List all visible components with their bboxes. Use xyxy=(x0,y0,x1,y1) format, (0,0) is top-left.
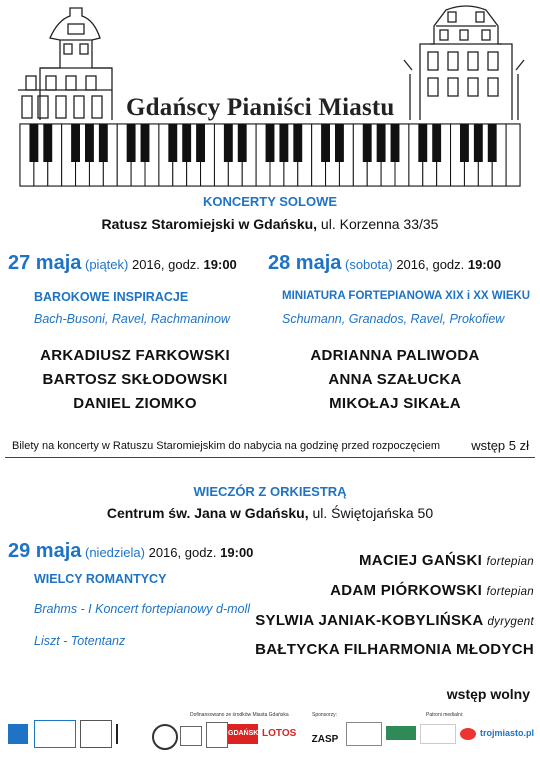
black-key xyxy=(432,124,441,162)
performer-3-role: dyrygent xyxy=(487,616,534,628)
sponsors-label: Sponsorzy: xyxy=(312,712,338,718)
left-building-drawing xyxy=(18,8,112,120)
black-key xyxy=(460,124,469,162)
black-key xyxy=(85,124,94,162)
day1-performer-1: ARKADIUSZ FARKOWSKI xyxy=(40,347,230,364)
black-key xyxy=(418,124,427,162)
gdansk-logo: GDAŃSK xyxy=(228,724,258,744)
partner-logo-2 xyxy=(180,726,202,746)
day1-program: BAROKOWE INSPIRACJE xyxy=(34,290,189,304)
round-logo xyxy=(152,724,178,750)
black-key xyxy=(182,124,191,162)
partner-logo-1 xyxy=(80,720,112,748)
sponsor-logos-row xyxy=(0,706,540,755)
day1-year: 2016, godz. xyxy=(128,257,204,272)
day3-date xyxy=(8,540,253,563)
performer-2-name: ADAM PIÓRKOWSKI xyxy=(330,582,483,599)
lotos-logo: LOTOS xyxy=(262,728,297,739)
day1-day: 27 maja xyxy=(8,252,82,274)
day2-performer-2: ANNA SZAŁUCKA xyxy=(328,371,462,388)
zasp-logo: ZASP xyxy=(311,734,339,745)
patron-logo-1 xyxy=(420,724,456,744)
performer-1-role: fortepian xyxy=(486,556,534,568)
black-key xyxy=(168,124,177,162)
day2-composers: Schumann, Granados, Ravel, Prokofiew xyxy=(282,312,505,326)
piano-keyboard xyxy=(20,124,520,186)
black-key xyxy=(196,124,205,162)
ministry-logo xyxy=(34,720,76,748)
ticket-price: wstęp 5 zł xyxy=(471,438,529,453)
solo-venue xyxy=(0,216,540,232)
day1-composers: Bach-Busoni, Ravel, Rachmaninow xyxy=(34,312,230,326)
piano-salon-logo xyxy=(346,722,382,746)
day2-performer-1: ADRIANNA PALIWODA xyxy=(310,347,480,364)
orchestra-venue-name: Centrum św. Jana w Gdańsku, xyxy=(106,505,309,521)
partner-logo-3 xyxy=(206,722,228,748)
orchestra-heading: WIECZÓR Z ORKIESTRĄ xyxy=(193,484,347,499)
black-key xyxy=(335,124,344,162)
orchestra-performer-2 xyxy=(330,582,534,599)
black-key xyxy=(43,124,52,162)
day3-work-2: Liszt - Totentanz xyxy=(34,634,126,648)
black-key xyxy=(266,124,275,162)
orchestra-performer-3 xyxy=(255,612,534,629)
day2-hour: 19:00 xyxy=(467,257,502,272)
black-key xyxy=(391,124,400,162)
day1-performer-3: DANIEL ZIOMKO xyxy=(73,395,197,412)
black-key xyxy=(377,124,386,162)
black-key xyxy=(293,124,302,162)
free-entry: wstęp wolny xyxy=(446,686,530,702)
day3-hour: 19:00 xyxy=(220,545,254,560)
day2-day: 28 maja xyxy=(268,252,342,274)
day2-year: 2016, godz. xyxy=(392,257,468,272)
performer-3-name: SYLWIA JANIAK-KOBYLIŃSKA xyxy=(255,612,484,629)
day2-performer-3: MIKOŁAJ SIKAŁA xyxy=(329,395,461,412)
day3-year: 2016, godz. xyxy=(144,545,221,560)
solo-heading: KONCERTY SOLOWE xyxy=(202,194,338,209)
coat-of-arms-logo xyxy=(8,724,28,744)
solo-venue-address: ul. Korzenna 33/35 xyxy=(317,216,439,232)
day3-program: WIELCY ROMANTYCY xyxy=(34,572,167,586)
performer-2-role: fortepian xyxy=(486,586,534,598)
black-key xyxy=(363,124,372,162)
right-building-drawing xyxy=(404,6,524,120)
black-key xyxy=(321,124,330,162)
performer-1-name: MACIEJ GAŃSKI xyxy=(358,552,483,569)
day2-program: MINIATURA FORTEPIANOWA XIX i XX WIEKU xyxy=(282,290,531,302)
orchestra-venue-address: ul. Świętojańska 50 xyxy=(308,505,434,521)
patrons-label: Patroni medialni: xyxy=(426,712,464,718)
ticket-info-text: Bilety na koncerty w Ratuszu Staromiejskim do nabycia na godzinę przed rozpoczęciem xyxy=(12,440,440,452)
black-key xyxy=(238,124,247,162)
black-key xyxy=(224,124,233,162)
black-key xyxy=(29,124,38,162)
black-key xyxy=(127,124,136,162)
orchestra-performer-4: BAŁTYCKA FILHARMONIA MŁODYCH xyxy=(255,641,534,658)
day3-weekday: (niedziela) xyxy=(81,545,145,560)
black-key xyxy=(279,124,288,162)
black-key xyxy=(71,124,80,162)
day2-date xyxy=(268,252,501,275)
day3-day: 29 maja xyxy=(8,540,82,562)
trojmiasto-logo: trojmiasto.pl xyxy=(480,728,535,738)
black-key xyxy=(488,124,497,162)
orchestra-performer-1 xyxy=(359,552,534,569)
day1-hour: 19:00 xyxy=(203,257,237,272)
funding-note: Dofinansowano ze środków Miasta Gdańska xyxy=(190,712,289,718)
day1-performer-2: BARTOSZ SKŁODOWSKI xyxy=(42,371,228,388)
day1-date xyxy=(8,252,237,275)
day2-weekday: (sobota) xyxy=(341,257,393,272)
orchestra-venue xyxy=(0,505,540,521)
page-title: Gdańscy Pianiści Miastu xyxy=(122,94,399,122)
day1-weekday: (piątek) xyxy=(81,257,129,272)
black-key xyxy=(99,124,108,162)
association-logo xyxy=(116,724,152,744)
solo-venue-name: Ratusz Staromiejski w Gdańsku, xyxy=(101,216,318,232)
black-key xyxy=(141,124,150,162)
radio-logo xyxy=(386,726,416,740)
white-key xyxy=(506,124,520,186)
ticket-info-bar xyxy=(5,435,535,458)
patron-logo-2 xyxy=(460,728,476,740)
black-key xyxy=(474,124,483,162)
day3-work-1: Brahms - I Koncert fortepianowy d-moll xyxy=(34,602,251,616)
